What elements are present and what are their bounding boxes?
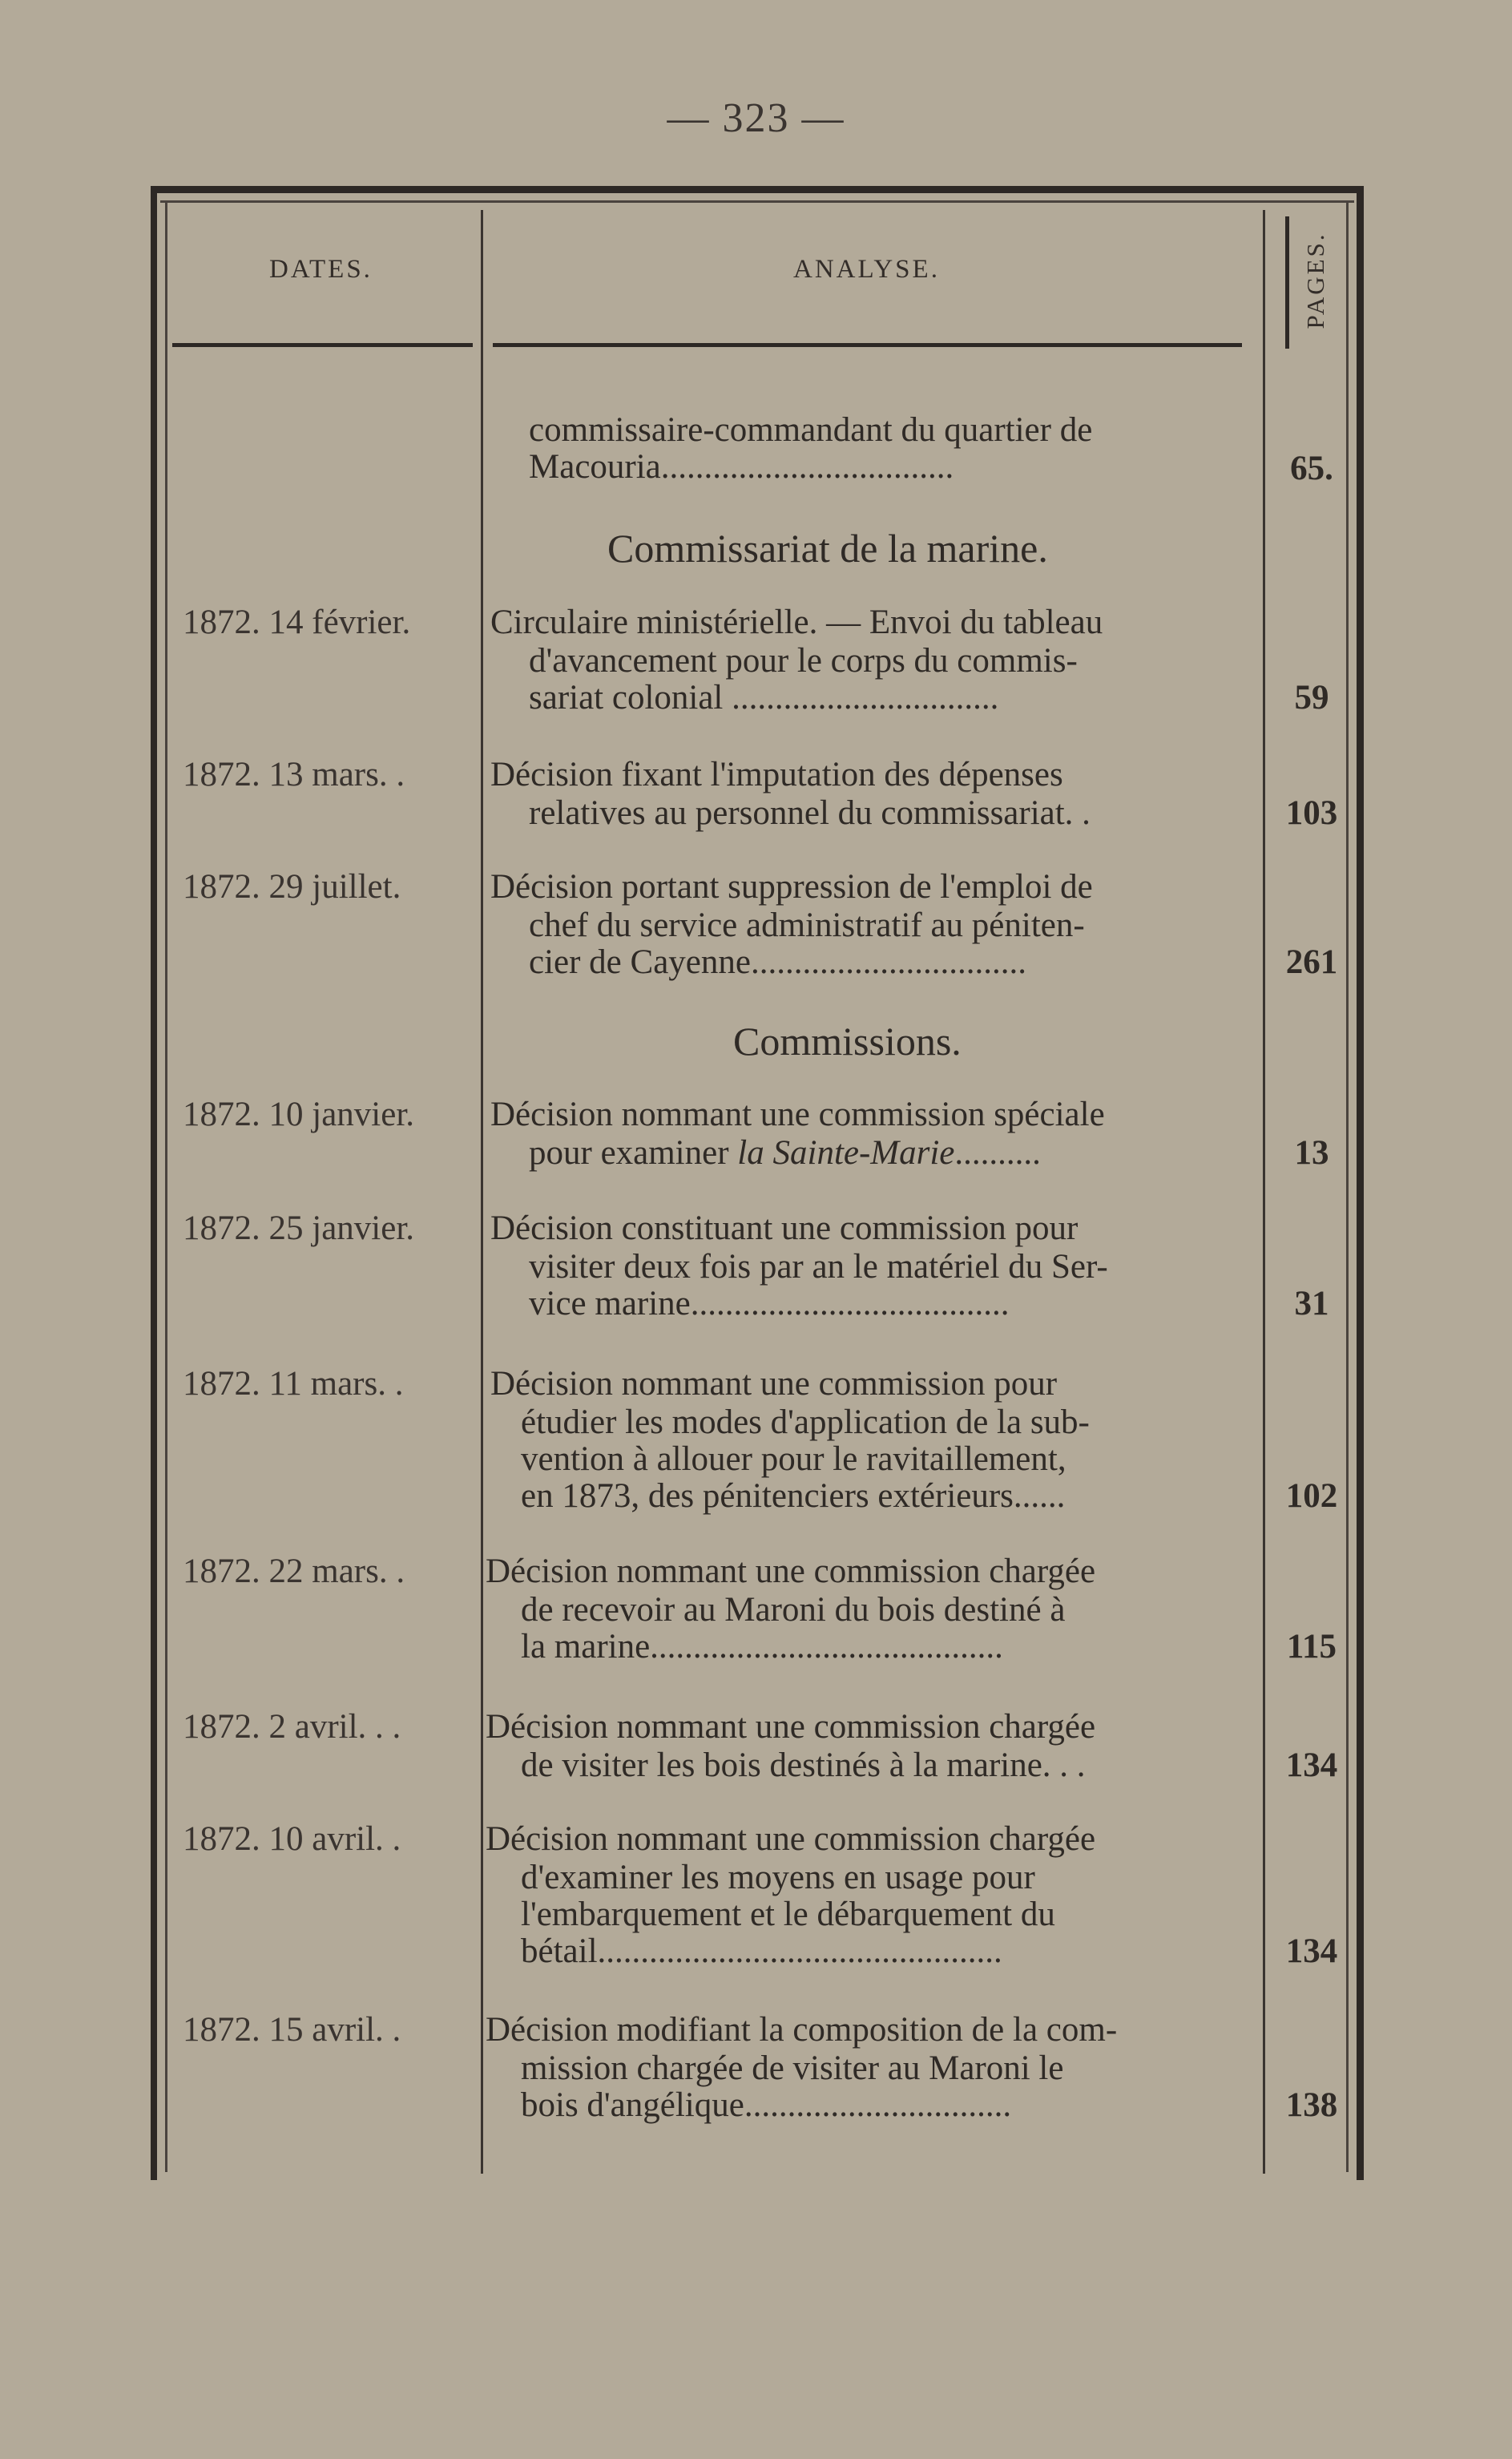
entry-text-line: Décision modifiant la composition de la com- — [486, 2011, 1118, 2049]
entry-date: 1872. 13 mars. . — [183, 756, 405, 793]
page-ref: 138 — [1285, 2086, 1338, 2124]
frame-inner-rule — [165, 200, 167, 2172]
header-analyse: ANALYSE. — [793, 255, 940, 284]
entry-text-line: Circulaire ministérielle. — Envoi du tableau — [490, 604, 1103, 641]
page-ref: 115 — [1286, 1628, 1337, 1666]
entry-text-line: sariat colonial ............................... — [529, 679, 999, 717]
header-rule — [493, 343, 1242, 347]
section-title: Commissariat de la marine. — [607, 526, 1048, 571]
entry-date: 1872. 15 avril. . — [183, 2011, 401, 2049]
section-title: Commissions. — [733, 1019, 962, 1064]
page-ref: 13 — [1294, 1134, 1329, 1172]
entry-text-line: en 1873, des pénitenciers extérieurs...... — [521, 1477, 1066, 1515]
entry-text-line: bétail............................................... — [521, 1932, 1002, 1970]
entry-text-line: cier de Cayenne................................ — [529, 943, 1026, 981]
entry-text-line: vention à allouer pour le ravitaillement, — [521, 1440, 1066, 1478]
entry-text-line: bois d'angélique............................... — [521, 2086, 1012, 2124]
entry-text-line: vice marine..................................... — [529, 1285, 1010, 1322]
entry-text-line: chef du service administratif au péniten- — [529, 906, 1085, 944]
entry-text-line: la marine......................................... — [521, 1628, 1003, 1666]
entry-text-line: Décision portant suppression de l'emploi de — [490, 868, 1093, 906]
entry-date: 1872. 10 avril. . — [183, 1820, 401, 1858]
column-rule-dates — [481, 210, 483, 2174]
entry-text-line: commissaire-commandant du quartier de — [529, 411, 1093, 449]
frame-inner-rule — [1346, 200, 1349, 2172]
page-ref: 103 — [1285, 794, 1338, 832]
entry-text-line: Décision nommant une commission pour — [490, 1365, 1058, 1403]
page-number: — 323 — — [667, 95, 845, 141]
entry-text-line: Décision nommant une commission chargée — [486, 1553, 1096, 1590]
entry-text-line: Décision constituant une commission pour — [490, 1209, 1079, 1247]
entry-date: 1872. 14 février. — [183, 604, 411, 641]
entry-text-line: Décision fixant l'imputation des dépenses — [490, 756, 1063, 793]
entry-text-line: de recevoir au Maroni du bois destiné à — [521, 1591, 1066, 1629]
entry-text-line: Décision nommant une commission chargée — [486, 1708, 1096, 1746]
entry-date: 1872. 25 janvier. — [183, 1209, 415, 1247]
entry-text-line: Macouria.................................. — [529, 448, 954, 486]
header-pages: PAGES. — [1301, 232, 1329, 329]
entry-text-line: de visiter les bois destinés à la marine. . . — [521, 1746, 1086, 1784]
page-ref: 102 — [1285, 1477, 1338, 1515]
page-ref: 65. — [1290, 450, 1333, 487]
page-ref: 59 — [1294, 679, 1329, 717]
entry-date: 1872. 22 mars. . — [183, 1553, 405, 1590]
entry-date: 1872. 29 juillet. — [183, 868, 401, 906]
frame-inner-rule — [160, 200, 1354, 203]
page-ref: 134 — [1285, 1746, 1338, 1784]
page-ref: 261 — [1285, 943, 1338, 981]
entry-text-line: pour examiner la Sainte-Marie.......... — [529, 1134, 1041, 1172]
pages-header-rule — [1285, 216, 1289, 349]
entry-text-line: visiter deux fois par an le matériel du Ser- — [529, 1248, 1108, 1286]
entry-text-line: Décision nommant une commission spéciale — [490, 1096, 1105, 1133]
entry-date: 1872. 10 janvier. — [183, 1096, 415, 1133]
header-rule — [172, 343, 473, 347]
page-ref: 134 — [1285, 1932, 1338, 1970]
entry-text-line: Décision nommant une commission chargée — [486, 1820, 1096, 1858]
page-ref: 31 — [1294, 1285, 1329, 1322]
entry-text-line: d'examiner les moyens en usage pour — [521, 1859, 1035, 1896]
entry-date: 1872. 2 avril. . . — [183, 1708, 401, 1746]
entry-text-line: mission chargée de visiter au Maroni le — [521, 2049, 1064, 2087]
entry-text-line: l'embarquement et le débarquement du — [521, 1896, 1055, 1933]
entry-text-line: d'avancement pour le corps du commis- — [529, 642, 1078, 680]
entry-text-line: relatives au personnel du commissariat. . — [529, 794, 1091, 832]
entry-text-line: étudier les modes d'application de la sub- — [521, 1403, 1090, 1441]
column-rule-analyse — [1263, 210, 1265, 2174]
header-dates: DATES. — [269, 255, 373, 284]
entry-date: 1872. 11 mars. . — [183, 1365, 404, 1403]
